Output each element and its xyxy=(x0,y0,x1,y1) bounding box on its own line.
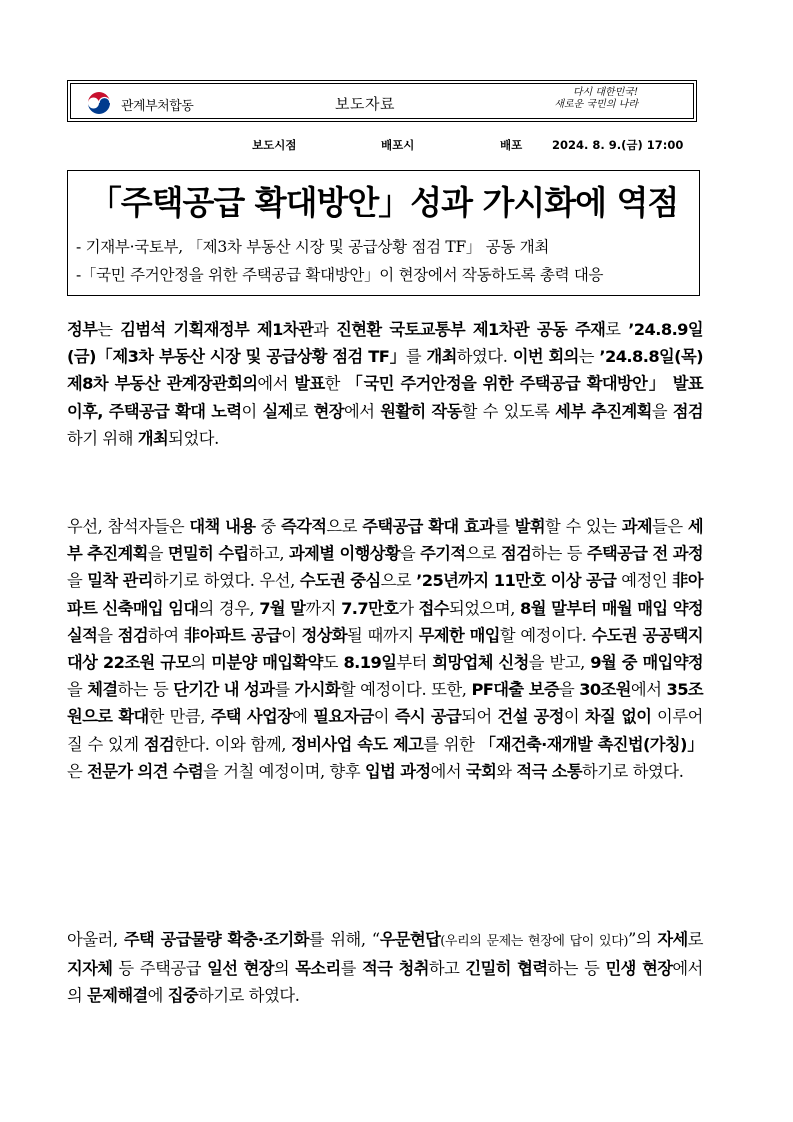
body-paragraph-2 xyxy=(67,513,703,785)
body-text: 을 xyxy=(558,680,580,700)
government-emblem-icon xyxy=(87,91,111,115)
body-text: 를 xyxy=(405,347,427,367)
body-text: 을 xyxy=(67,571,88,591)
emphasis-text: 필요자금 xyxy=(313,707,374,727)
emphasis-text: 집중 xyxy=(167,986,198,1006)
body-text: 한다. 이와 함께, xyxy=(174,734,292,754)
body-text: 을 받고, xyxy=(528,653,591,673)
emphasis-text: 문제해결 xyxy=(87,986,148,1006)
emphasis-text: 체결 xyxy=(87,680,118,700)
release-date: 2024. 8. 9.(금) 17:00 xyxy=(552,138,684,152)
emphasis-text: 수도권 중심 xyxy=(299,571,381,591)
emphasis-text: 희망업체 신청 xyxy=(432,653,529,673)
body-text: 아울러, xyxy=(67,930,124,949)
emphasis-text: 7월 말 xyxy=(259,598,306,618)
body-text: 이 xyxy=(563,707,585,727)
emphasis-text: 접수 xyxy=(418,598,449,618)
emphasis-text: 「국민 주거안정을 위한 주택공급 확대방안」 발표 이후, 주택공급 확대 노력 xyxy=(67,374,703,421)
body-text: 하기로 하였다. 우선, xyxy=(152,571,300,591)
body-text: ”의 xyxy=(628,930,658,949)
emphasis-text: 35조원으로 확대 xyxy=(67,680,704,727)
body-text: 도 xyxy=(322,653,344,673)
body-text: 과 xyxy=(313,320,337,339)
body-text: 까지 xyxy=(305,598,342,618)
body-text: 를 xyxy=(340,959,363,979)
body-text: 에서 xyxy=(343,401,381,421)
body-text: 하는 등 xyxy=(531,544,587,564)
emphasis-text: 주택공급 확대 효과 xyxy=(362,517,495,536)
emphasis-text: 현장 xyxy=(313,401,344,421)
body-text: 의 xyxy=(273,959,296,979)
header-inner-border xyxy=(70,83,694,119)
emphasis-text: 미분양 매입확약 xyxy=(211,653,323,673)
emphasis-text: 차질 없이 xyxy=(584,707,652,727)
org-name: 관계부처합동 xyxy=(121,99,194,114)
emphasis-text: 적극 소통 xyxy=(516,761,582,781)
emphasis-text: 과제별 이행상황 xyxy=(288,544,400,564)
body-text: 으로 xyxy=(465,544,501,564)
body-text: 되었다. xyxy=(168,428,219,448)
body-text: 할 예정이다. xyxy=(499,625,592,645)
emphasis-text: 우문현답 xyxy=(379,930,441,949)
page-title: 「주택공급 확대방안」성과 가시화에 역점 xyxy=(88,183,679,222)
emphasis-text: 점검 xyxy=(501,544,532,564)
body-text: 한 만큼, xyxy=(148,707,211,727)
emphasis-text: 면밀히 수립 xyxy=(167,544,249,564)
slogan-line-1: 다시 대한민국! xyxy=(572,87,638,98)
body-text: 을 xyxy=(651,401,673,421)
emphasis-text: 김범석 기획재정부 제1차관 xyxy=(120,320,314,339)
body-text: 이루어질 수 있게 xyxy=(67,707,703,754)
body-text: 에서 xyxy=(430,761,466,781)
emphasis-text: 점검 xyxy=(117,625,149,645)
emphasis-text: 자세 xyxy=(657,930,688,949)
body-text: 의 xyxy=(190,653,212,673)
emphasis-text: 개최 xyxy=(426,347,457,367)
body-text: 를 xyxy=(494,517,515,536)
emphasis-text: 즉시 공급 xyxy=(394,707,462,727)
body-text: 하기로 하였다. xyxy=(581,761,684,781)
emphasis-text: 주택공급 전 과정 xyxy=(586,544,704,564)
emphasis-text: 즉각적 xyxy=(281,517,327,536)
emphasis-text: 주택 사업장 xyxy=(210,707,293,727)
body-text: 할 수 있는 xyxy=(544,517,622,536)
body-text: 로 xyxy=(292,401,314,421)
header-box xyxy=(67,80,697,122)
emphasis-text: 8월 말부터 매월 매입 약정 실적 xyxy=(67,598,703,645)
emphasis-text: 발표 xyxy=(294,374,325,394)
body-text: 하고 xyxy=(428,959,466,979)
body-text: 에서 xyxy=(257,374,295,394)
emphasis-text: 발휘 xyxy=(514,517,545,536)
emphasis-text: 非아파트 신축매입 임대 xyxy=(67,571,703,618)
emphasis-text: 지자체 xyxy=(67,959,113,979)
body-text: 들은 xyxy=(652,517,688,536)
body-text: 하고, xyxy=(248,544,289,564)
body-text: 를 위해, “ xyxy=(308,930,380,949)
body-text: 는 xyxy=(97,320,121,339)
body-text: 를 위한 xyxy=(423,734,480,754)
emphasis-text: 목소리 xyxy=(295,959,341,979)
body-text: 은 xyxy=(67,761,88,781)
body-text: 을 xyxy=(147,544,168,564)
emphasis-text: 대책 내용 xyxy=(189,517,256,536)
emphasis-text: 주택 공급물량 확충·조기화 xyxy=(123,930,309,949)
emphasis-text: 긴밀히 협력 xyxy=(465,959,548,979)
emphasis-text: 주기적 xyxy=(420,544,466,564)
emphasis-text: 민생 현장 xyxy=(605,959,673,979)
emphasis-text: 무제한 매입 xyxy=(418,625,500,645)
body-text: 한 xyxy=(324,374,347,394)
body-text: 이 xyxy=(373,707,395,727)
body-text: 등 주택공급 xyxy=(112,959,208,979)
distribute-label: 배포 xyxy=(500,138,523,152)
body-text: 중 xyxy=(255,517,282,536)
body-text: 우선, 참석자들은 xyxy=(67,517,190,536)
body-text: 에 xyxy=(147,986,168,1006)
emphasis-text: ’24.8.9일(금)「제3차 부동산 시장 및 공급상황 점검 TF」 xyxy=(67,320,704,367)
body-text: 을 거칠 예정이며, 향후 xyxy=(203,761,365,781)
emphasis-text: 밀착 관리 xyxy=(87,571,153,591)
report-time-label: 보도시점 xyxy=(252,138,297,152)
body-text: 을 xyxy=(97,625,118,645)
body-text: 로 xyxy=(605,320,629,339)
body-text: 에 xyxy=(292,707,314,727)
body-text: 는 xyxy=(578,347,600,367)
body-text: 의 경우, xyxy=(198,598,260,618)
emphasis-text: 국회 xyxy=(466,761,497,781)
body-text: 하는 등 xyxy=(117,680,174,700)
emphasis-text: 적극 청취 xyxy=(362,959,429,979)
emphasis-text: 30조원 xyxy=(579,680,631,700)
body-text: 하기로 하였다. xyxy=(198,986,300,1006)
emphasis-text: 일선 현장 xyxy=(207,959,274,979)
emphasis-text: 세부 추진계획 xyxy=(67,517,703,564)
emphasis-text: 건설 공정 xyxy=(497,707,564,727)
emphasis-text: 「재건축·재개발 촉진법(가칭)」 xyxy=(479,734,703,754)
emphasis-text: 7.7만호 xyxy=(341,598,399,618)
body-text: (우리의 문제는 현장에 답이 있다) xyxy=(440,934,629,949)
body-text: 하기 위해 xyxy=(67,428,138,448)
body-text: 이 xyxy=(281,625,302,645)
body-text: 예정인 xyxy=(616,571,673,591)
emphasis-text: 정부 xyxy=(67,320,98,339)
emphasis-text: 세부 추진계획 xyxy=(555,401,652,421)
body-text: 가 xyxy=(398,598,419,618)
body-text: 와 xyxy=(496,761,517,781)
emphasis-text: 실제 xyxy=(262,401,293,421)
body-text: 에서의 xyxy=(67,959,703,1006)
emphasis-text: 정비사업 속도 제고 xyxy=(291,734,424,754)
body-text: 하는 등 xyxy=(547,959,606,979)
subtitle-2: -「국민 주거안정을 위한 주택공급 확대방안」이 현장에서 작동하도록 총력 대응 xyxy=(76,266,604,284)
emphasis-text: 단기간 내 성과 xyxy=(173,680,275,700)
body-paragraph-3 xyxy=(67,926,703,1010)
emphasis-text: 非아파트 공급 xyxy=(183,625,282,645)
body-text: 을 xyxy=(399,544,421,564)
body-text: 될 때까지 xyxy=(347,625,419,645)
emphasis-text: 진현환 국토교통부 제1차관 공동 주재 xyxy=(336,320,606,339)
body-text: 할 예정이다. 또한, xyxy=(339,680,472,700)
body-text: 부터 xyxy=(396,653,433,673)
body-paragraph-1 xyxy=(67,316,703,452)
emphasis-text: 입법 과정 xyxy=(364,761,431,781)
body-text: 하여 xyxy=(148,625,184,645)
slogan-line-2: 새로운 국민의 나라 xyxy=(554,99,638,110)
emphasis-text: 원활히 작동 xyxy=(380,401,462,421)
emphasis-text: 점검 xyxy=(143,734,175,754)
body-text: 으로 xyxy=(380,571,417,591)
emphasis-text: 8.19일 xyxy=(343,653,397,673)
body-text: 을 xyxy=(67,680,88,700)
distribution-label: 배포시 xyxy=(381,138,415,152)
body-text: 되어 xyxy=(461,707,498,727)
body-text: 를 xyxy=(274,680,295,700)
body-text: 할 수 있도록 xyxy=(461,401,556,421)
emphasis-text: 수도권 공공택지 대상 22조원 규모 xyxy=(67,625,703,673)
emphasis-text: 9월 중 매입약정 xyxy=(590,653,704,673)
body-text: 되었으며, xyxy=(448,598,520,618)
body-text: 로 xyxy=(687,930,704,949)
subtitle-1: - 기재부·국토부, 「제3차 부동산 시장 및 공급상황 점검 TF」 공동 개최 xyxy=(76,238,550,256)
emphasis-text: 이번 회의 xyxy=(512,347,579,367)
emphasis-text: 정상화 xyxy=(301,625,348,645)
emphasis-text: ’25년까지 11만호 이상 공급 xyxy=(416,571,617,591)
body-text: 으로 xyxy=(326,517,363,536)
slogan-signature xyxy=(548,87,638,119)
title-box xyxy=(67,170,700,296)
emphasis-text: 개최 xyxy=(137,428,169,448)
emphasis-text: 점검 xyxy=(672,401,704,421)
body-text: 하였다. xyxy=(456,347,513,367)
emphasis-text: 전문가 의견 수렴 xyxy=(87,761,204,781)
doc-type: 보도자료 xyxy=(335,95,395,113)
emphasis-text: 과제 xyxy=(621,517,653,536)
emphasis-text: PF대출 보증 xyxy=(471,680,559,700)
body-text: 에서 xyxy=(630,680,667,700)
emphasis-text: 가시화 xyxy=(294,680,340,700)
emphasis-text: ’24.8.8일(목) 제8차 부동산 관계장관회의 xyxy=(67,347,703,394)
body-text: 이 xyxy=(241,401,263,421)
